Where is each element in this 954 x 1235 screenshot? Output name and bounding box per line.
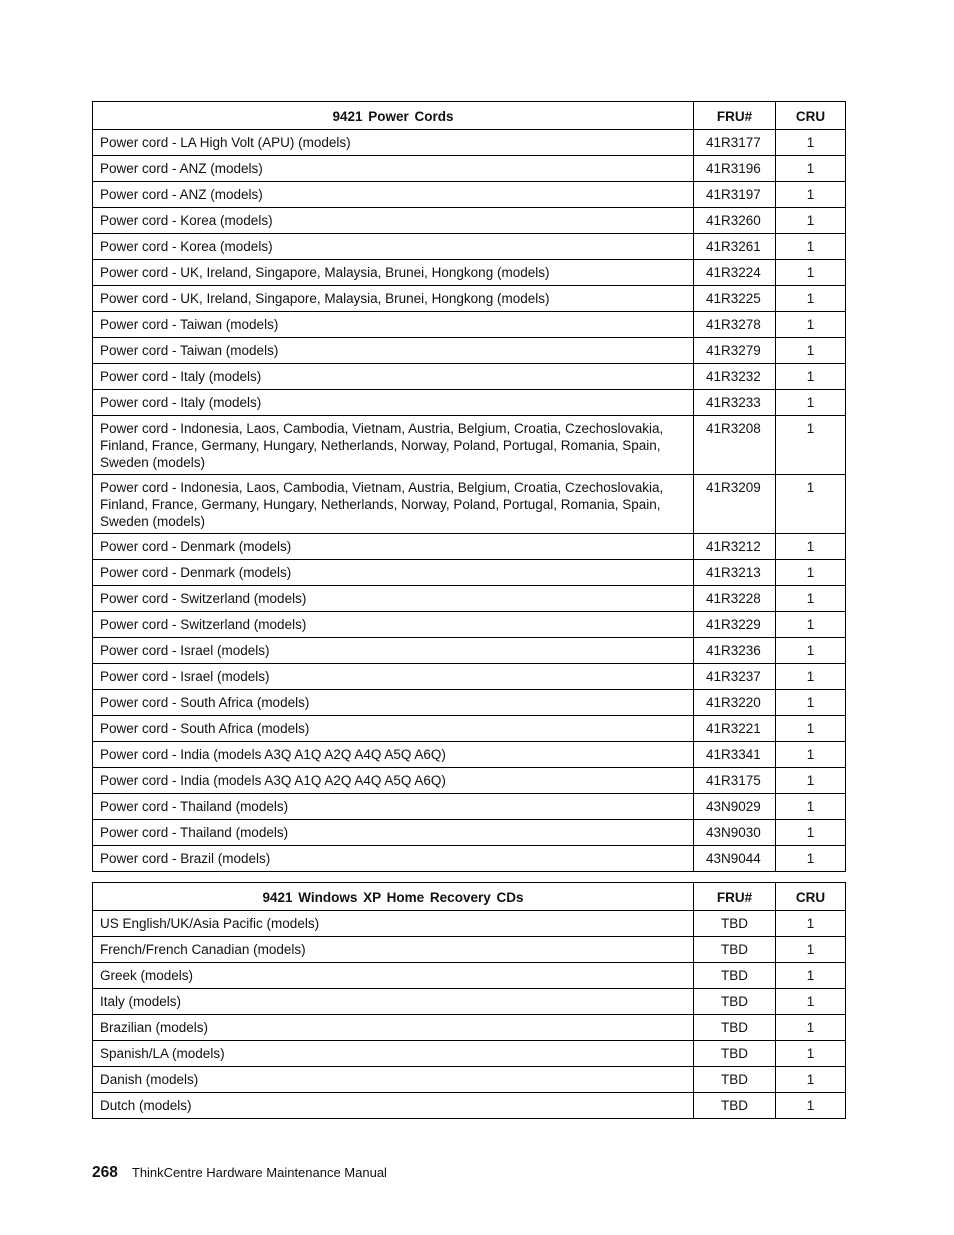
cru-tier: 1	[776, 1041, 846, 1067]
table-row	[93, 1067, 846, 1093]
table-row	[93, 534, 846, 560]
cru-column-header: CRU	[776, 883, 846, 911]
part-description: Power cord - Thailand (models)	[93, 820, 694, 846]
fru-number: TBD	[694, 1041, 776, 1067]
fru-number: 43N9029	[694, 794, 776, 820]
table-row	[93, 260, 846, 286]
fru-column-header: FRU#	[694, 102, 776, 130]
fru-number: 41R3175	[694, 768, 776, 794]
fru-number: 41R3197	[694, 182, 776, 208]
fru-number: 41R3278	[694, 312, 776, 338]
part-description: Power cord - Taiwan (models)	[93, 312, 694, 338]
manual-title: ThinkCentre Hardware Maintenance Manual	[131, 1165, 387, 1180]
cru-tier: 1	[776, 1093, 846, 1119]
fru-number: 41R3232	[694, 364, 776, 390]
table-row	[93, 390, 846, 416]
fru-number: TBD	[694, 1067, 776, 1093]
part-description: French/French Canadian (models)	[93, 937, 694, 963]
fru-number: 41R3233	[694, 390, 776, 416]
table-row	[93, 612, 846, 638]
cru-tier: 1	[776, 416, 846, 475]
cru-tier: 1	[776, 989, 846, 1015]
table-row	[93, 768, 846, 794]
part-description: Power cord - Italy (models)	[93, 390, 694, 416]
cru-tier: 1	[776, 534, 846, 560]
part-description: Power cord - Italy (models)	[93, 364, 694, 390]
cru-tier: 1	[776, 234, 846, 260]
part-description: Power cord - Thailand (models)	[93, 794, 694, 820]
cru-tier: 1	[776, 586, 846, 612]
cru-tier: 1	[776, 338, 846, 364]
fru-number: 43N9030	[694, 820, 776, 846]
cru-tier: 1	[776, 208, 846, 234]
part-description: US English/UK/Asia Pacific (models)	[93, 911, 694, 937]
fru-number: TBD	[694, 1015, 776, 1041]
part-description: Power cord - Korea (models)	[93, 208, 694, 234]
fru-number: TBD	[694, 911, 776, 937]
cru-tier: 1	[776, 664, 846, 690]
cru-tier: 1	[776, 156, 846, 182]
cru-tier: 1	[776, 612, 846, 638]
fru-number: 41R3229	[694, 612, 776, 638]
cru-tier: 1	[776, 768, 846, 794]
cru-tier: 1	[776, 846, 846, 872]
fru-number: 41R3261	[694, 234, 776, 260]
table-row	[93, 690, 846, 716]
table-row	[93, 475, 846, 534]
part-description: Power cord - South Africa (models)	[93, 690, 694, 716]
fru-number: 41R3236	[694, 638, 776, 664]
part-description: Power cord - Denmark (models)	[93, 534, 694, 560]
fru-column-header: FRU#	[694, 883, 776, 911]
cru-tier: 1	[776, 1015, 846, 1041]
table-row	[93, 156, 846, 182]
table-row	[93, 794, 846, 820]
table-row	[93, 911, 846, 937]
fru-number: 41R3221	[694, 716, 776, 742]
part-description: Power cord - South Africa (models)	[93, 716, 694, 742]
part-description: Power cord - Taiwan (models)	[93, 338, 694, 364]
table-row	[93, 963, 846, 989]
table-row	[93, 846, 846, 872]
part-description: Power cord - Indonesia, Laos, Cambodia, Vietnam, Austria, Belgium, Croatia, Czechoslovakia, Finland, France, Germany, Hungary, Netherlands, Norway, Poland, Portugal, Romania, Spain, Sweden (models)	[93, 475, 694, 534]
fru-number: 41R3196	[694, 156, 776, 182]
page-footer	[92, 1164, 387, 1182]
table-row	[93, 364, 846, 390]
fru-number: 41R3177	[694, 130, 776, 156]
fru-number: TBD	[694, 937, 776, 963]
part-description: Power cord - LA High Volt (APU) (models)	[93, 130, 694, 156]
cru-tier: 1	[776, 716, 846, 742]
part-description: Power cord - ANZ (models)	[93, 182, 694, 208]
part-description: Power cord - India (models A3Q A1Q A2Q A4Q A5Q A6Q)	[93, 768, 694, 794]
part-description: Power cord - Brazil (models)	[93, 846, 694, 872]
part-description: Spanish/LA (models)	[93, 1041, 694, 1067]
table-row	[93, 937, 846, 963]
cru-tier: 1	[776, 820, 846, 846]
cru-tier: 1	[776, 475, 846, 534]
part-description: Dutch (models)	[93, 1093, 694, 1119]
fru-number: 41R3225	[694, 286, 776, 312]
power-cords-table	[92, 101, 846, 872]
fru-number: 41R3209	[694, 475, 776, 534]
table-row	[93, 638, 846, 664]
page-number: 268	[92, 1164, 118, 1181]
power-cords-title: 9421 Power Cords	[93, 102, 694, 130]
fru-number: 43N9044	[694, 846, 776, 872]
fru-number: TBD	[694, 963, 776, 989]
part-description: Power cord - Korea (models)	[93, 234, 694, 260]
recovery-cds-title: 9421 Windows XP Home Recovery CDs	[93, 883, 694, 911]
part-description: Greek (models)	[93, 963, 694, 989]
fru-number: 41R3260	[694, 208, 776, 234]
table-row	[93, 234, 846, 260]
part-description: Power cord - Switzerland (models)	[93, 586, 694, 612]
cru-tier: 1	[776, 690, 846, 716]
cru-tier: 1	[776, 794, 846, 820]
part-description: Power cord - India (models A3Q A1Q A2Q A4Q A5Q A6Q)	[93, 742, 694, 768]
table-row	[93, 989, 846, 1015]
cru-tier: 1	[776, 130, 846, 156]
fru-number: 41R3228	[694, 586, 776, 612]
cru-tier: 1	[776, 286, 846, 312]
fru-number: 41R3237	[694, 664, 776, 690]
table-row	[93, 664, 846, 690]
table-row	[93, 286, 846, 312]
cru-tier: 1	[776, 911, 846, 937]
fru-number: 41R3279	[694, 338, 776, 364]
table-row	[93, 130, 846, 156]
cru-tier: 1	[776, 182, 846, 208]
fru-number: 41R3213	[694, 560, 776, 586]
recovery-cds-table	[92, 882, 846, 1119]
fru-number: TBD	[694, 1093, 776, 1119]
cru-tier: 1	[776, 638, 846, 664]
table-row	[93, 1041, 846, 1067]
cru-tier: 1	[776, 312, 846, 338]
table-row	[93, 742, 846, 768]
fru-number: 41R3220	[694, 690, 776, 716]
table-row	[93, 182, 846, 208]
table-row	[93, 338, 846, 364]
cru-tier: 1	[776, 963, 846, 989]
part-description: Power cord - Israel (models)	[93, 638, 694, 664]
table-row	[93, 716, 846, 742]
cru-tier: 1	[776, 260, 846, 286]
fru-number: TBD	[694, 989, 776, 1015]
cru-column-header: CRU	[776, 102, 846, 130]
table-row	[93, 586, 846, 612]
part-description: Power cord - UK, Ireland, Singapore, Malaysia, Brunei, Hongkong (models)	[93, 286, 694, 312]
part-description: Brazilian (models)	[93, 1015, 694, 1041]
table-row	[93, 820, 846, 846]
fru-number: 41R3341	[694, 742, 776, 768]
fru-number: 41R3224	[694, 260, 776, 286]
cru-tier: 1	[776, 742, 846, 768]
table-header-row	[93, 883, 846, 911]
cru-tier: 1	[776, 390, 846, 416]
part-description: Power cord - ANZ (models)	[93, 156, 694, 182]
table-row	[93, 312, 846, 338]
part-description: Power cord - Indonesia, Laos, Cambodia, Vietnam, Austria, Belgium, Croatia, Czechoslovakia, Finland, France, Germany, Hungary, Netherlands, Norway, Poland, Portugal, Romania, Spain, Sweden (models)	[93, 416, 694, 475]
cru-tier: 1	[776, 1067, 846, 1093]
part-description: Italy (models)	[93, 989, 694, 1015]
part-description: Power cord - Switzerland (models)	[93, 612, 694, 638]
part-description: Power cord - Israel (models)	[93, 664, 694, 690]
fru-number: 41R3208	[694, 416, 776, 475]
cru-tier: 1	[776, 560, 846, 586]
table-row	[93, 1093, 846, 1119]
table-row	[93, 208, 846, 234]
table-row	[93, 560, 846, 586]
cru-tier: 1	[776, 937, 846, 963]
cru-tier: 1	[776, 364, 846, 390]
table-row	[93, 416, 846, 475]
part-description: Power cord - Denmark (models)	[93, 560, 694, 586]
part-description: Danish (models)	[93, 1067, 694, 1093]
table-row	[93, 1015, 846, 1041]
part-description: Power cord - UK, Ireland, Singapore, Malaysia, Brunei, Hongkong (models)	[93, 260, 694, 286]
fru-number: 41R3212	[694, 534, 776, 560]
table-header-row	[93, 102, 846, 130]
